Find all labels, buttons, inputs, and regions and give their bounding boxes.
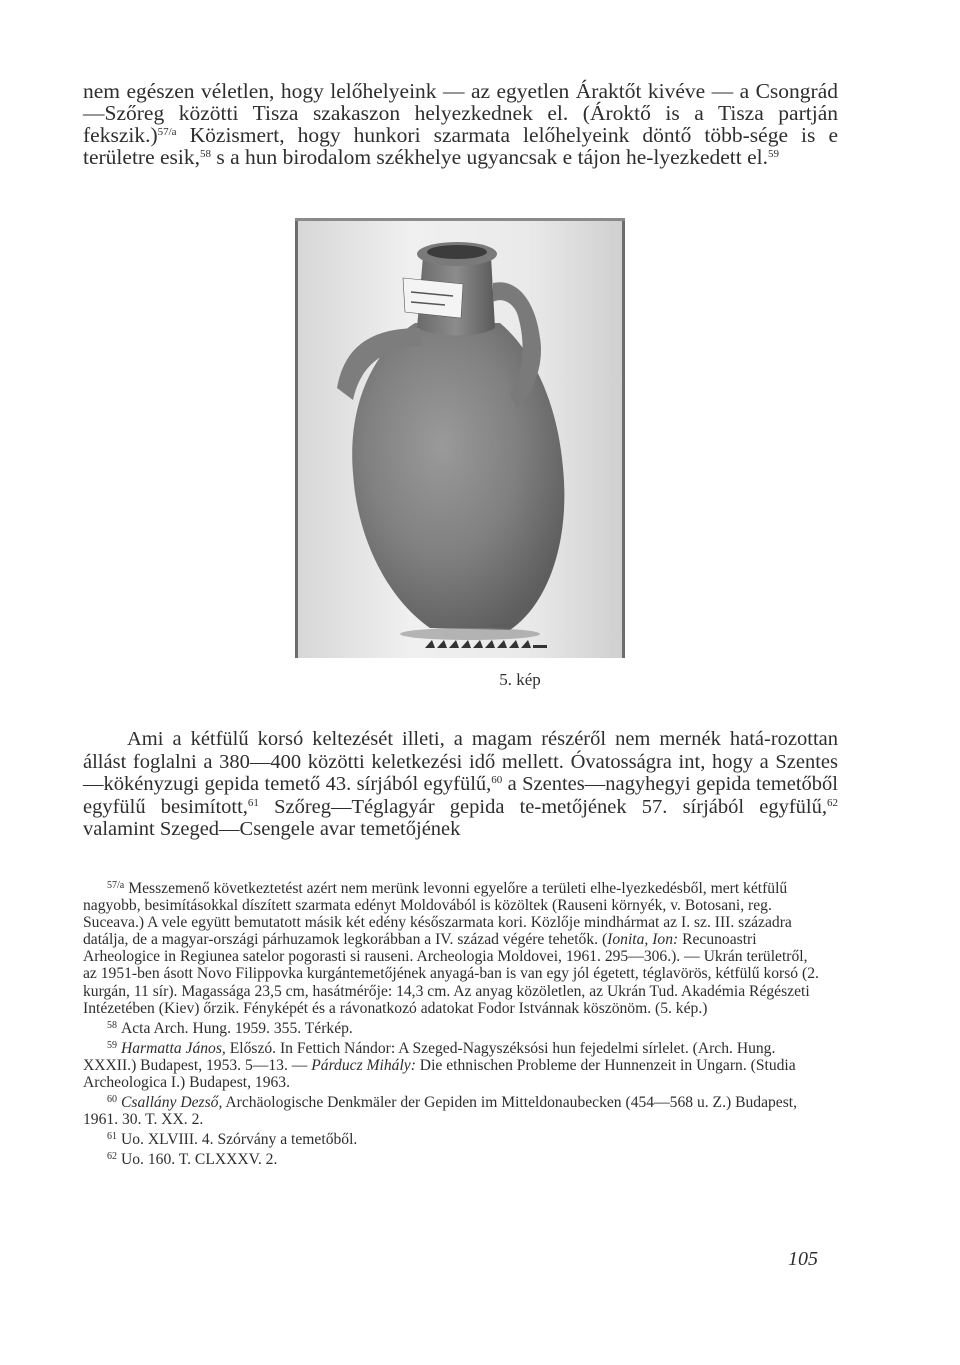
footnote-author: Harmatta János, bbox=[121, 1039, 226, 1057]
amphora-photo-svg bbox=[295, 218, 625, 658]
footnote-text: Archäologische Denkmäler der Gepiden im Mitteldonaubecken (454—568 u. Z.) Budapest, 1961. 30. T. XX. 2. bbox=[83, 1094, 798, 1129]
footnote-number: 61 bbox=[107, 1131, 117, 1143]
body-text-1: Ami a kétfülű korsó keltezését illeti, a magam részéről nem mernék hatá-rozottan állást foglalni a 380—400 közötti keletkezési idő mellett. Óvatosságra int, hogy a Szentes—kökényzugi gepida temető 43. sírjából egyfülű, bbox=[83, 728, 838, 795]
footnote-text: Uo. XLVIII. 4. Szórvány a temetőből. bbox=[121, 1131, 358, 1149]
footnote-text: Uo. 160. T. CLXXXV. 2. bbox=[121, 1151, 278, 1169]
footnote-text: Messzemenő következtetést azért nem merünk levonni egyelőre a területi elhe-lyezkedésből, mert kétfülű nagyobb, besimításokkal díszített szarmata edényt Moldovából is közöltek (Rauseni környék, v. Botosani, reg. Suceava.) A vele együtt bemutatott másik két edény későszarmata kori. Közlője mindhármat az I. sz. III. századra datálja, de a magyar-országi párhuzamok legkorábban a IV. század végére tehetők. ( bbox=[83, 880, 792, 949]
footnote-ref-58: 58 bbox=[200, 148, 212, 160]
footnotes bbox=[83, 877, 823, 1169]
top-text-3: s a hun birodalom székhelye ugyancsak e tájon he-lyezkedett el. bbox=[211, 145, 769, 169]
top-text-2: Közismert, hogy hunkori szarmata lelőhelyeink döntő több-sége is e területre esik, bbox=[83, 123, 838, 169]
footnote-59 bbox=[83, 1037, 823, 1091]
footnote-author: Csallány Dezső, bbox=[121, 1094, 223, 1112]
figure-caption: 5. kép bbox=[499, 670, 541, 689]
footnote-58 bbox=[83, 1017, 823, 1037]
body-paragraph bbox=[83, 728, 838, 841]
body-text-4: valamint Szeged—Csengele avar temetőjének bbox=[83, 818, 461, 840]
footnote-text: Die ethnischen Probleme der Hunnenzeit in Ungarn. (Studia Archeologica I.) Budapest, 1963. bbox=[83, 1056, 796, 1092]
footnote-ref-61: 61 bbox=[247, 796, 259, 809]
body-text-3: Szőreg—Téglagyár gepida te-metőjének 57. sírjából egyfülű, bbox=[258, 795, 827, 818]
footnote-number: 59 bbox=[107, 1039, 117, 1051]
amphora-photograph bbox=[295, 218, 625, 658]
footnote-60 bbox=[83, 1091, 823, 1128]
footnote-text: Recunoastri Arheologice in Regiunea satelor pogorasti si rauseni. Archeologia Moldovei, 1961. 295—306.). — Ukrán területről, az 1951-ben ásott Novo Filippovka kurgántemetőjének anyagá-ban is van egy jól égetett, téglavörös, kétfülű korsó (2. kurgán, 11 sír). Magassága 23,5 cm, hasátmérője: 14,3 cm. Az anyag közöletlen, az Ukrán Tud. Akadémia Régészeti Intézetében (Kiev) őrzik. Fényképét és a rávonatkozó adatokat Fodor Istvánnak köszönöm. (5. kép.) bbox=[83, 931, 819, 1017]
top-paragraph bbox=[83, 80, 838, 168]
page-number: 105 bbox=[788, 1248, 818, 1270]
footnote-author: Párducz Mihály: bbox=[311, 1056, 416, 1074]
footnote-text: Előszó. In Fettich Nándor: A Szeged-Nagyszéksósi hun fejedelmi sírlelet. (Arch. Hung. XXXII.) Budapest, 1953. 5—13. — bbox=[83, 1039, 776, 1074]
footnote-ref-62: 62 bbox=[827, 796, 838, 809]
footnote-ref-59: 59 bbox=[768, 148, 780, 160]
footnote-61 bbox=[83, 1128, 823, 1148]
footnote-number: 58 bbox=[107, 1019, 117, 1031]
top-text-1: nem egészen véletlen, hogy lelőhelyeink — az egyetlen Áraktőt kivéve — a Csongrád—Szőreg közötti Tisza szakaszon helyezkednek el. (Ároktő is a Tisza partján fekszik.) bbox=[83, 79, 838, 147]
body-text-2: a Szentes—nagyhegyi gepida temetőből egyfülű besimított, bbox=[83, 773, 838, 818]
footnote-author: Ionita, Ion: bbox=[607, 931, 679, 949]
footnote-number: 60 bbox=[107, 1094, 117, 1106]
footnote-number: 57/a bbox=[107, 880, 125, 891]
footnote-text: Acta Arch. Hung. 1959. 355. Térkép. bbox=[121, 1019, 353, 1037]
footnote-57a bbox=[83, 877, 823, 1017]
footnote-ref-60: 60 bbox=[491, 774, 503, 786]
footnote-62 bbox=[83, 1148, 823, 1168]
footnote-ref-57a: 57/a bbox=[157, 126, 177, 138]
footnote-number: 62 bbox=[107, 1151, 117, 1163]
